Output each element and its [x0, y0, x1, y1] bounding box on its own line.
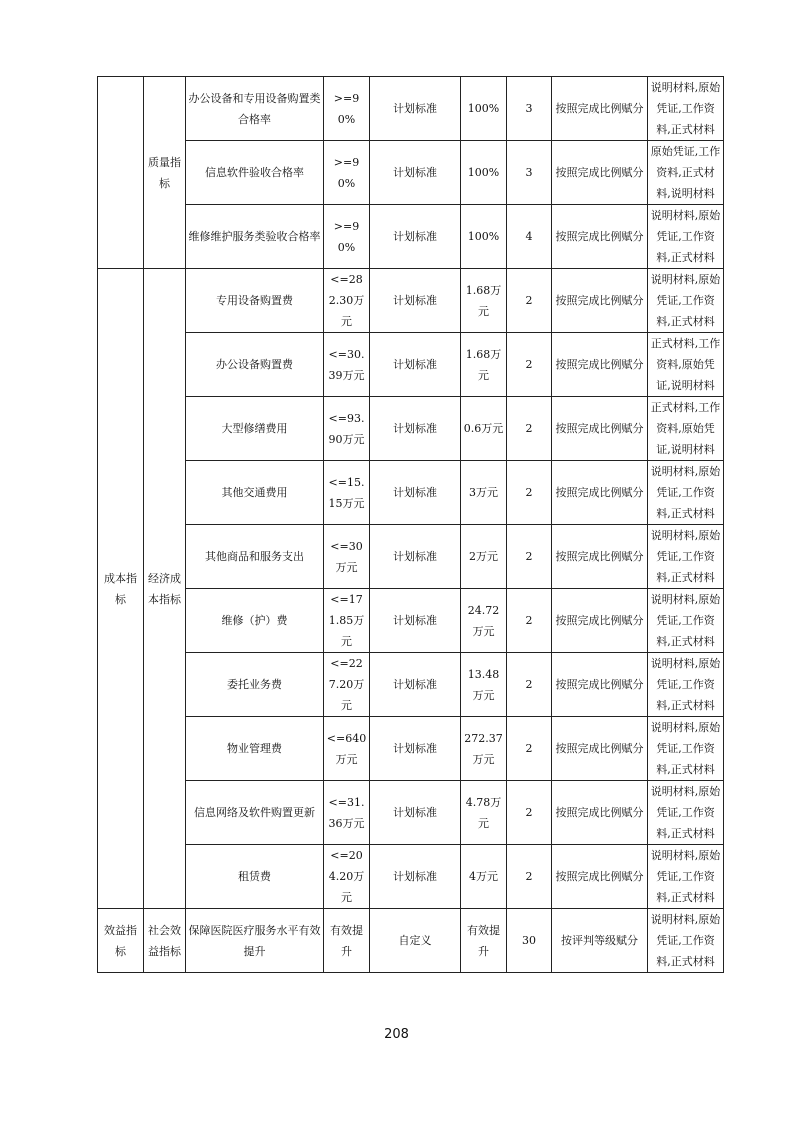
value-nature-cell: 计划标准	[370, 525, 461, 589]
target-value-cell: >=90%	[324, 205, 370, 269]
indicator-name-cell: 办公设备购置费	[186, 333, 324, 397]
scoring-method-cell: 按照完成比例赋分	[552, 461, 648, 525]
score-cell: 2	[507, 333, 552, 397]
actual-value-cell: 100%	[461, 205, 507, 269]
value-nature-cell: 计划标准	[370, 269, 461, 333]
evidence-material-cell: 原始凭证,工作资料,正式材料,说明材料	[648, 141, 724, 205]
target-value-cell: <=93.90万元	[324, 397, 370, 461]
table-row	[98, 589, 724, 653]
score-cell: 2	[507, 717, 552, 781]
indicator-name-cell: 信息网络及软件购置更新	[186, 781, 324, 845]
indicator-name-cell: 维修维护服务类验收合格率	[186, 205, 324, 269]
evidence-material-cell: 说明材料,原始凭证,工作资料,正式材料	[648, 781, 724, 845]
score-cell: 2	[507, 461, 552, 525]
level1-indicator-cell: 成本指标	[98, 269, 144, 909]
score-cell: 2	[507, 653, 552, 717]
evidence-material-cell: 说明材料,原始凭证,工作资料,正式材料	[648, 269, 724, 333]
score-cell: 3	[507, 141, 552, 205]
table-row	[98, 461, 724, 525]
actual-value-cell: 100%	[461, 77, 507, 141]
value-nature-cell: 计划标准	[370, 141, 461, 205]
scoring-method-cell: 按照完成比例赋分	[552, 525, 648, 589]
score-cell: 2	[507, 269, 552, 333]
score-cell: 2	[507, 845, 552, 909]
actual-value-cell: 100%	[461, 141, 507, 205]
indicator-name-cell: 租赁费	[186, 845, 324, 909]
value-nature-cell: 计划标准	[370, 589, 461, 653]
table-row	[98, 525, 724, 589]
table-row	[98, 397, 724, 461]
page-number: 208	[384, 1027, 409, 1042]
level1-indicator-cell: 效益指标	[98, 909, 144, 973]
indicator-name-cell: 专用设备购置费	[186, 269, 324, 333]
table-row	[98, 77, 724, 141]
table-row	[98, 269, 724, 333]
scoring-method-cell: 按照完成比例赋分	[552, 589, 648, 653]
table-row	[98, 909, 724, 973]
target-value-cell: <=15.15万元	[324, 461, 370, 525]
target-value-cell: <=640万元	[324, 717, 370, 781]
actual-value-cell: 13.48万元	[461, 653, 507, 717]
target-value-cell: 有效提升	[324, 909, 370, 973]
indicator-name-cell: 大型修缮费用	[186, 397, 324, 461]
score-cell: 2	[507, 397, 552, 461]
target-value-cell: <=30万元	[324, 525, 370, 589]
scoring-method-cell: 按照完成比例赋分	[552, 269, 648, 333]
evidence-material-cell: 说明材料,原始凭证,工作资料,正式材料	[648, 461, 724, 525]
score-cell: 2	[507, 589, 552, 653]
target-value-cell: <=31.36万元	[324, 781, 370, 845]
scoring-method-cell: 按照完成比例赋分	[552, 77, 648, 141]
level2-indicator-cell: 社会效益指标	[144, 909, 186, 973]
actual-value-cell: 24.72万元	[461, 589, 507, 653]
scoring-method-cell: 按照完成比例赋分	[552, 205, 648, 269]
table-row	[98, 141, 724, 205]
value-nature-cell: 计划标准	[370, 653, 461, 717]
target-value-cell: <=204.20万元	[324, 845, 370, 909]
actual-value-cell: 2万元	[461, 525, 507, 589]
target-value-cell: <=30.39万元	[324, 333, 370, 397]
table-row	[98, 333, 724, 397]
indicator-name-cell: 保障医院医疗服务水平有效提升	[186, 909, 324, 973]
performance-indicator-table	[97, 76, 724, 973]
actual-value-cell: 1.68万元	[461, 333, 507, 397]
score-cell: 2	[507, 781, 552, 845]
scoring-method-cell: 按照完成比例赋分	[552, 333, 648, 397]
evidence-material-cell: 正式材料,工作资料,原始凭证,说明材料	[648, 333, 724, 397]
evidence-material-cell: 说明材料,原始凭证,工作资料,正式材料	[648, 845, 724, 909]
level2-indicator-cell: 经济成本指标	[144, 269, 186, 909]
evidence-material-cell: 说明材料,原始凭证,工作资料,正式材料	[648, 653, 724, 717]
scoring-method-cell: 按照完成比例赋分	[552, 397, 648, 461]
evidence-material-cell: 说明材料,原始凭证,工作资料,正式材料	[648, 589, 724, 653]
actual-value-cell: 1.68万元	[461, 269, 507, 333]
scoring-method-cell: 按照完成比例赋分	[552, 141, 648, 205]
indicator-name-cell: 办公设备和专用设备购置类合格率	[186, 77, 324, 141]
score-cell: 2	[507, 525, 552, 589]
actual-value-cell: 有效提升	[461, 909, 507, 973]
actual-value-cell: 0.6万元	[461, 397, 507, 461]
score-cell: 3	[507, 77, 552, 141]
value-nature-cell: 计划标准	[370, 461, 461, 525]
actual-value-cell: 4.78万元	[461, 781, 507, 845]
target-value-cell: <=282.30万元	[324, 269, 370, 333]
value-nature-cell: 计划标准	[370, 717, 461, 781]
scoring-method-cell: 按评判等级赋分	[552, 909, 648, 973]
target-value-cell: <=171.85万元	[324, 589, 370, 653]
score-cell: 4	[507, 205, 552, 269]
scoring-method-cell: 按照完成比例赋分	[552, 717, 648, 781]
indicator-name-cell: 物业管理费	[186, 717, 324, 781]
table-row	[98, 205, 724, 269]
evidence-material-cell: 说明材料,原始凭证,工作资料,正式材料	[648, 717, 724, 781]
value-nature-cell: 计划标准	[370, 781, 461, 845]
value-nature-cell: 计划标准	[370, 397, 461, 461]
scoring-method-cell: 按照完成比例赋分	[552, 781, 648, 845]
score-cell: 30	[507, 909, 552, 973]
target-value-cell: <=227.20万元	[324, 653, 370, 717]
evidence-material-cell: 正式材料,工作资料,原始凭证,说明材料	[648, 397, 724, 461]
actual-value-cell: 272.37万元	[461, 717, 507, 781]
actual-value-cell: 4万元	[461, 845, 507, 909]
evidence-material-cell: 说明材料,原始凭证,工作资料,正式材料	[648, 205, 724, 269]
indicator-name-cell: 委托业务费	[186, 653, 324, 717]
table-row	[98, 717, 724, 781]
level2-indicator-cell: 质量指标	[144, 77, 186, 269]
value-nature-cell: 计划标准	[370, 205, 461, 269]
value-nature-cell: 自定义	[370, 909, 461, 973]
evidence-material-cell: 说明材料,原始凭证,工作资料,正式材料	[648, 77, 724, 141]
value-nature-cell: 计划标准	[370, 845, 461, 909]
value-nature-cell: 计划标准	[370, 333, 461, 397]
target-value-cell: >=90%	[324, 77, 370, 141]
target-value-cell: >=90%	[324, 141, 370, 205]
table-row	[98, 653, 724, 717]
indicator-name-cell: 其他交通费用	[186, 461, 324, 525]
evidence-material-cell: 说明材料,原始凭证,工作资料,正式材料	[648, 525, 724, 589]
indicator-name-cell: 维修（护）费	[186, 589, 324, 653]
evidence-material-cell: 说明材料,原始凭证,工作资料,正式材料	[648, 909, 724, 973]
indicator-name-cell: 其他商品和服务支出	[186, 525, 324, 589]
scoring-method-cell: 按照完成比例赋分	[552, 653, 648, 717]
level1-indicator-cell	[98, 77, 144, 269]
indicator-name-cell: 信息软件验收合格率	[186, 141, 324, 205]
scoring-method-cell: 按照完成比例赋分	[552, 845, 648, 909]
table-row	[98, 781, 724, 845]
actual-value-cell: 3万元	[461, 461, 507, 525]
table-row	[98, 845, 724, 909]
value-nature-cell: 计划标准	[370, 77, 461, 141]
